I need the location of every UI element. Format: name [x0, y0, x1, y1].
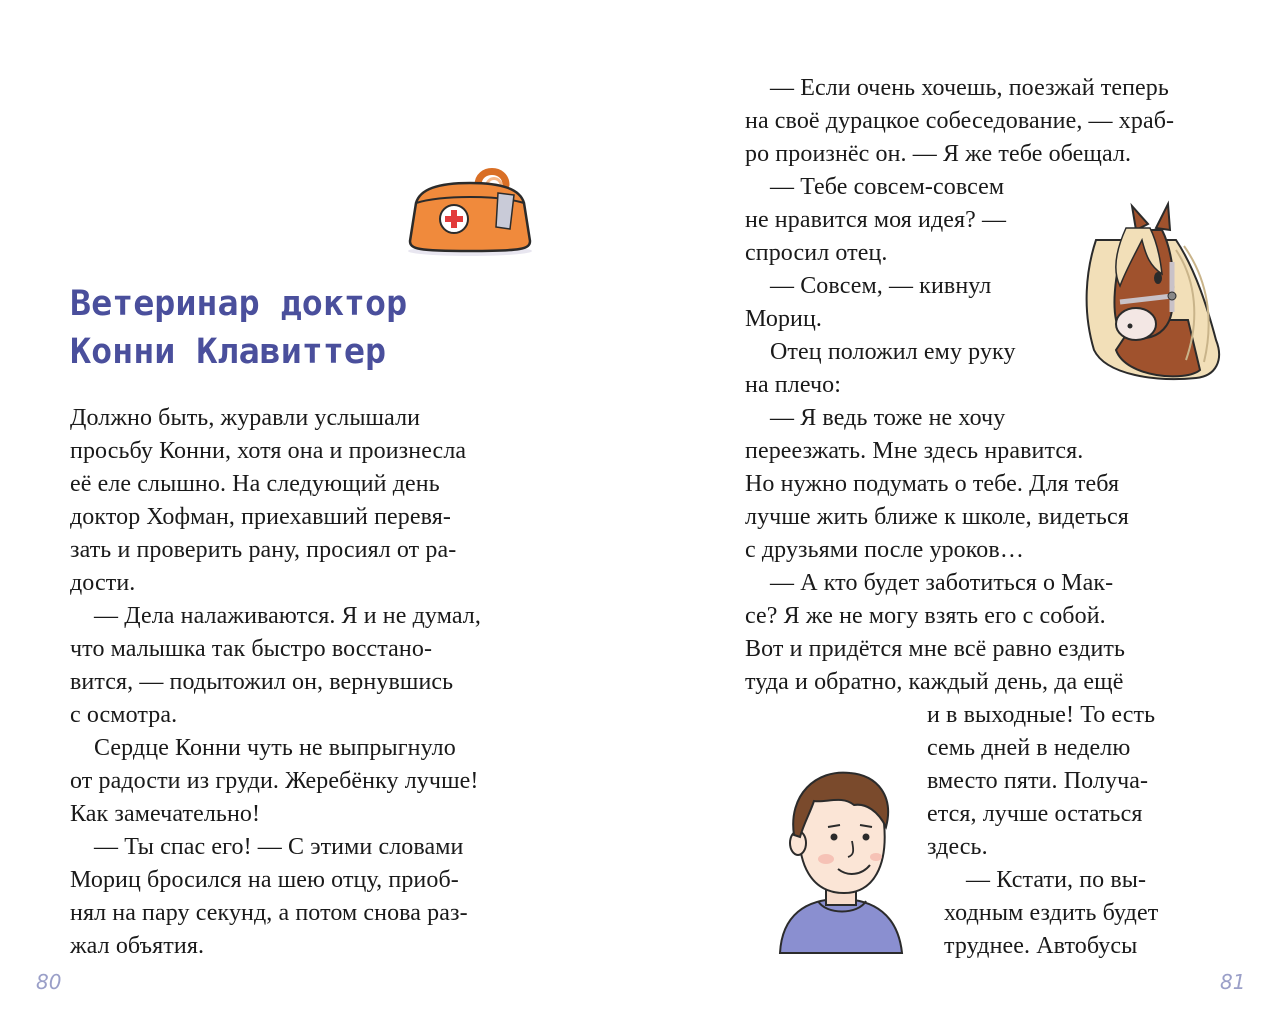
- text-line: здесь.: [927, 834, 988, 860]
- text-line: — Ты спас его! — С этими словами: [94, 834, 464, 860]
- text-line: с осмотра.: [70, 702, 178, 728]
- text-line: туда и обратно, каждый день, да ещё: [745, 669, 1124, 695]
- text-line: семь дней в неделю: [927, 735, 1131, 761]
- text-line: с друзьями после уроков…: [745, 537, 1024, 563]
- text-line: ро произнёс он. — Я же тебе обещал.: [745, 141, 1132, 167]
- chapter-title-line: Конни Клавиттер: [70, 332, 387, 372]
- text-line: спросил отец.: [745, 240, 888, 266]
- text-line: доктор Хофман, приехавший перевя-: [70, 504, 451, 530]
- text-line: Но нужно подумать о тебе. Для тебя: [745, 471, 1120, 497]
- text-line: — Дела налаживаются. Я и не думал,: [94, 603, 481, 629]
- text-line: не нравится моя идея? —: [745, 207, 1007, 233]
- text-line: Мориц бросился на шею отцу, приоб-: [70, 867, 459, 893]
- chapter-title: [70, 280, 407, 376]
- text-line: зать и проверить рану, просиял от ра-: [70, 537, 457, 563]
- page-number: 81: [1220, 970, 1246, 994]
- text-line: что малышка так быстро восстано-: [70, 636, 433, 662]
- text-line: ется, лучше остаться: [927, 801, 1143, 827]
- text-line: — Кстати, по вы-: [966, 867, 1147, 893]
- text-line: — Если очень хочешь, поезжай теперь: [770, 75, 1169, 101]
- text-line: Как замечательно!: [70, 801, 261, 827]
- text-line: ходным ездить будет: [944, 900, 1159, 926]
- text-line: Должно быть, журавли услышали: [70, 405, 421, 431]
- page-number: 80: [36, 970, 62, 994]
- text-line: труднее. Автобусы: [944, 933, 1138, 959]
- horse-head-illustration: [1076, 200, 1226, 385]
- text-line: её еле слышно. На следующий день: [70, 471, 440, 497]
- text-line: вится, — подытожил он, вернувшись: [70, 669, 454, 695]
- text-line: дости.: [70, 570, 136, 596]
- boy-portrait-illustration: [770, 765, 910, 955]
- text-line: и в выходные! То есть: [927, 702, 1156, 728]
- text-line: Сердце Конни чуть не выпрыгнуло: [94, 735, 456, 761]
- text-line: — Я ведь тоже не хочу: [770, 405, 1006, 431]
- text-line: нял на пару секунд, а потом снова раз-: [70, 900, 468, 926]
- text-line: на плечо:: [745, 372, 842, 398]
- vet-bag-icon: [402, 165, 538, 257]
- text-line: от радости из груди. Жеребёнку лучше!: [70, 768, 479, 794]
- text-line: на своё дурацкое собеседование, — храб-: [745, 108, 1175, 134]
- right-page: [640, 0, 1281, 1033]
- text-line: просьбу Конни, хотя она и произнесла: [70, 438, 467, 464]
- text-line: Вот и придётся мне всё равно ездить: [745, 636, 1126, 662]
- text-line: жал объятия.: [70, 933, 205, 959]
- text-line: Отец положил ему руку: [770, 339, 1016, 365]
- text-line: — А кто будет заботиться о Мак-: [770, 570, 1114, 596]
- text-line: — Совсем, — кивнул: [770, 273, 992, 299]
- text-line: Мориц.: [745, 306, 823, 332]
- text-line: се? Я же не могу взять его с собой.: [745, 603, 1106, 629]
- text-line: вместо пяти. Получа-: [927, 768, 1149, 794]
- text-line: переезжать. Мне здесь нравится.: [745, 438, 1084, 464]
- text-line: лучше жить ближе к школе, видеться: [745, 504, 1129, 530]
- text-line: — Тебе совсем-совсем: [770, 174, 1005, 200]
- chapter-title-line: Ветеринар доктор: [70, 284, 408, 324]
- left-page: [0, 0, 640, 1033]
